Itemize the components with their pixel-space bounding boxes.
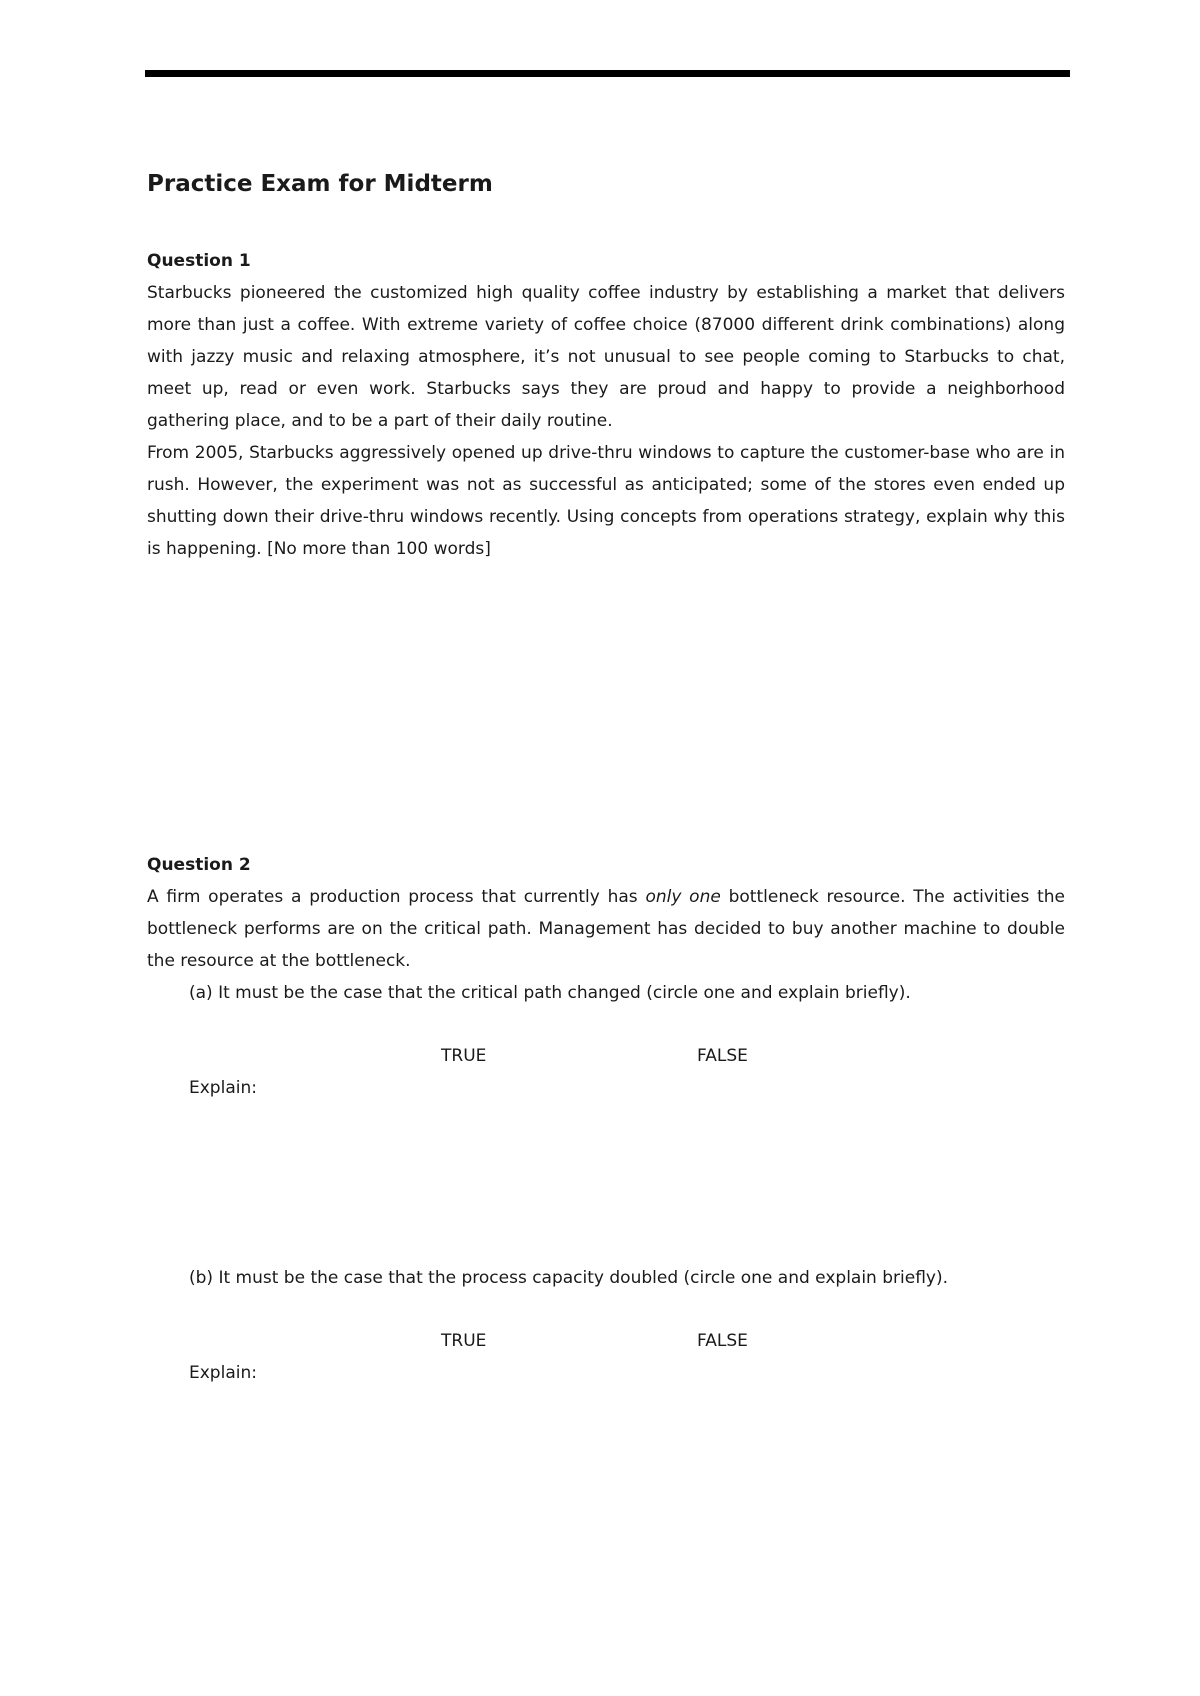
part-a-true-option[interactable]: TRUE — [441, 1046, 487, 1066]
question-2-intro-start: A firm operates a production process that currently has — [147, 887, 646, 907]
part-a-explain-label: Explain: — [189, 1078, 257, 1098]
question-1-paragraph-2: From 2005, Starbucks aggressively opened up drive-thru windows to capture the customer-base who are in rush. However, the experiment was not as successful as anticipated; some of the stores even ended up shutting down their drive-thru windows recently. Using concepts from operations strategy, explain why this is happening. [No more than 100 words] — [147, 443, 1065, 559]
question-1 — [147, 245, 1065, 565]
part-a-statement: (a) It must be the case that the critical path changed (circle one and explain briefly). — [189, 983, 911, 1003]
part-a-false-option[interactable]: FALSE — [697, 1046, 748, 1066]
question-1-heading: Question 1 — [147, 251, 251, 271]
page-title: Practice Exam for Midterm — [147, 171, 493, 197]
part-b-false-option[interactable]: FALSE — [697, 1331, 748, 1351]
part-b-explain-label: Explain: — [189, 1363, 257, 1383]
question-1-paragraph-1: Starbucks pioneered the customized high quality coffee industry by establishing a market that delivers more than just a coffee. With extreme variety of coffee choice (87000 different drink combinations) along with jazzy music and relaxing atmosphere, it’s not unusual to see people coming to Starbucks to chat, meet up, read or even work. Starbucks says they are proud and happy to provide a neighborhood gathering place, and to be a part of their daily routine. — [147, 283, 1065, 431]
question-2-heading: Question 2 — [147, 855, 251, 875]
question-2-intro — [147, 881, 1065, 977]
question-2-intro-emphasis: only one — [645, 887, 721, 907]
top-rule — [145, 70, 1070, 77]
part-b-true-option[interactable]: TRUE — [441, 1331, 487, 1351]
part-b-statement: (b) It must be the case that the process capacity doubled (circle one and explain briefly). — [189, 1268, 949, 1288]
question-2 — [147, 849, 1065, 977]
question-2-intro-end: bottleneck resource. The activities the bottleneck performs are on the critical path. Management has decided to buy another machine to double the resource at the bottleneck. — [147, 887, 1065, 971]
